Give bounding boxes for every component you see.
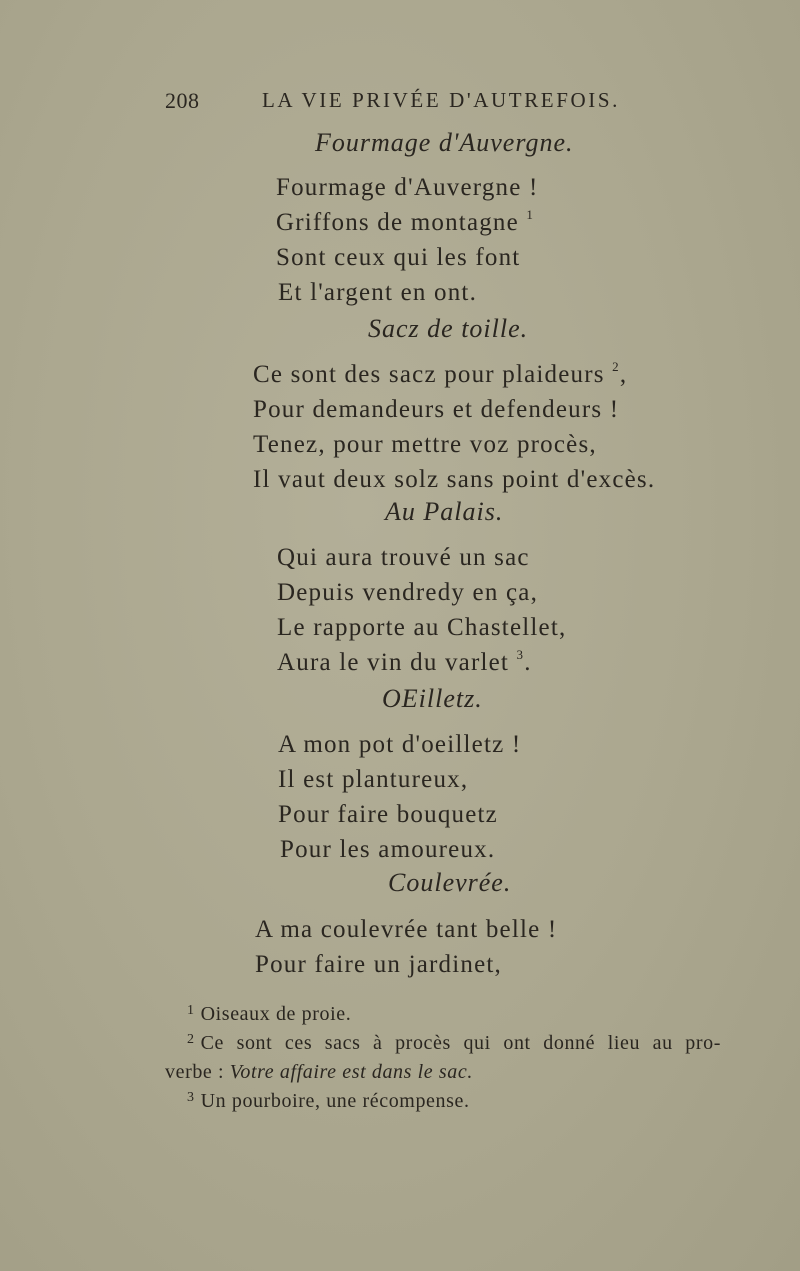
footnote-mark: 2 (187, 1032, 195, 1047)
stanza-sacz (253, 357, 655, 497)
verse-line: Il est plantureux, (278, 766, 469, 793)
verse-line: Depuis vendredy en ça, (277, 579, 539, 606)
verse-line: A mon pot d'oeilletz ! (278, 731, 522, 758)
verse-line: Fourmage d'Auvergne ! (276, 174, 539, 201)
footnote-3: $^3$ Un pourboire, une récompense. (187, 1090, 470, 1112)
verse-line: Pour faire un jardinet, (255, 951, 502, 978)
poem-title-sacz: Sacz de toille. (368, 314, 529, 343)
verse-line: Tenez, pour mettre voz procès, (253, 431, 597, 458)
stanza-palais (277, 540, 566, 680)
running-head: LA VIE PRIVÉE D'AUTREFOIS. (262, 88, 621, 112)
verse-line: A ma coulevrée tant belle ! (255, 916, 558, 943)
verse-line: Pour les amoureux. (280, 836, 496, 863)
verse-line: Ce sont des sacz pour plaideurs $^2$, (253, 359, 628, 388)
footnote-ref: 2 (612, 359, 620, 374)
footnote-2-continuation: verbe : Votre affaire est dans le sac. (165, 1061, 473, 1083)
stanza-fourmage (276, 170, 539, 310)
footnote-ref: 1 (526, 207, 535, 222)
verse-line: Pour faire bouquetz (278, 801, 498, 828)
footnote-2 (165, 1029, 725, 1058)
footnote-2-first-line: $^2$ Ce sont ces sacs à procès qui ont donné lieu au pro- (187, 1032, 721, 1054)
poem-title-oeilletz: OEilletz. (382, 684, 483, 713)
verse-line: Et l'argent en ont. (278, 279, 478, 306)
verse-line: Pour demandeurs et defendeurs ! (253, 396, 620, 423)
footnote-ref: 3 (516, 647, 525, 662)
footnote-mark: 3 (187, 1090, 195, 1105)
page-number: 208 (165, 88, 200, 113)
poem-title-palais: Au Palais. (385, 497, 504, 526)
verse-line: Sont ceux qui les font (276, 244, 521, 271)
verse-line: Qui aura trouvé un sac (277, 544, 530, 571)
footnotes (165, 1000, 725, 1116)
poem-title-coulevree: Coulevrée. (388, 868, 512, 897)
verse-line: Le rapporte au Chastellet, (277, 614, 567, 641)
stanza-coulevree (255, 912, 557, 982)
poem-title-fourmage: Fourmage d'Auvergne. (315, 128, 574, 157)
verse-line: Aura le vin du varlet $^3$. (277, 647, 532, 676)
footnote-mark: 1 (187, 1003, 195, 1018)
footnote-1: $^1$ Oiseaux de proie. (187, 1003, 352, 1025)
stanza-oeilletz (278, 727, 521, 867)
verse-line: Il vaut deux solz sans point d'excès. (253, 466, 656, 493)
verse-line: Griffons de montagne $^1$ (276, 207, 535, 236)
